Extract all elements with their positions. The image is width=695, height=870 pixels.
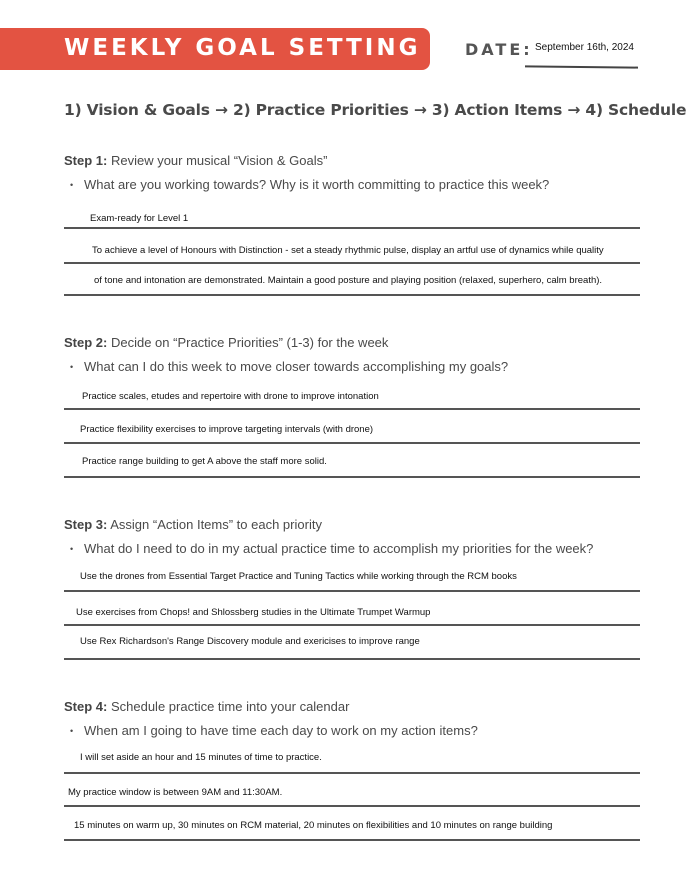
step-2-answer-3: Practice range building to get A above the staff more solid. bbox=[82, 456, 327, 467]
answer-line bbox=[64, 476, 640, 478]
answer-line bbox=[64, 294, 640, 296]
step-4-title: Schedule practice time into your calendar bbox=[110, 699, 350, 714]
page-title: WEEKLY GOAL SETTING bbox=[64, 35, 421, 61]
step-2-title: Decide on “Practice Priorities” (1-3) for the week bbox=[110, 335, 389, 350]
step-4-heading bbox=[64, 699, 349, 714]
step-1-heading bbox=[64, 153, 327, 168]
step-1-answer-1: Exam-ready for Level 1 bbox=[90, 213, 189, 224]
answer-line bbox=[64, 624, 640, 626]
process-flow: 1) Vision & Goals → 2) Practice Priorities → 3) Action Items → 4) Schedule bbox=[64, 101, 687, 119]
bullet-icon: • bbox=[70, 180, 74, 190]
step-2-question-text: What can I do this week to move closer towards accomplishing my goals? bbox=[84, 359, 509, 374]
answer-line bbox=[64, 262, 640, 264]
step-2-heading bbox=[64, 335, 388, 350]
step-2-label: Step 2: bbox=[64, 335, 108, 350]
step-2-answer-1: Practice scales, etudes and repertoire with drone to improve intonation bbox=[82, 391, 379, 402]
step-1-answer-3: of tone and intonation are demonstrated. Maintain a good posture and playing position (relaxed, superhero, calm breath). bbox=[94, 275, 603, 286]
step-4-question bbox=[70, 723, 478, 738]
step-4-answer-1: I will set aside an hour and 15 minutes of time to practice. bbox=[80, 752, 322, 763]
answer-line bbox=[64, 442, 640, 444]
answer-line bbox=[64, 658, 640, 660]
step-4-answer-2: My practice window is between 9AM and 11:30AM. bbox=[68, 787, 283, 798]
step-1-answer-2: To achieve a level of Honours with Distinction - set a steady rhythmic pulse, display an artful use of dynamics while quality bbox=[92, 245, 604, 256]
title-banner bbox=[0, 28, 430, 70]
step-3-answer-2: Use exercises from Chops! and Shlossberg studies in the Ultimate Trumpet Warmup bbox=[76, 607, 431, 618]
step-4-question-text: When am I going to have time each day to work on my action items? bbox=[84, 723, 478, 738]
answer-line bbox=[64, 590, 640, 592]
answer-line bbox=[64, 408, 640, 410]
step-3-answer-1: Use the drones from Essential Target Practice and Tuning Tactics while working through the RCM books bbox=[80, 571, 517, 582]
step-2-answer-2: Practice flexibility exercises to improve targeting intervals (with drone) bbox=[80, 424, 374, 435]
date-value: September 16th, 2024 bbox=[535, 42, 634, 53]
date-label: DATE: bbox=[465, 40, 533, 59]
step-1-question-text: What are you working towards? Why is it worth committing to practice this week? bbox=[84, 177, 550, 192]
step-3-answer-3: Use Rex Richardson's Range Discovery module and exericises to improve range bbox=[80, 636, 420, 647]
step-3-title: Assign “Action Items” to each priority bbox=[110, 517, 322, 532]
bullet-icon: • bbox=[70, 726, 74, 736]
step-3-question-text: What do I need to do in my actual practice time to accomplish my priorities for the week? bbox=[84, 541, 594, 556]
answer-line bbox=[64, 227, 640, 229]
date-underline bbox=[525, 65, 638, 68]
step-1-label: Step 1: bbox=[64, 153, 108, 168]
step-4-answer-3: 15 minutes on warm up, 30 minutes on RCM material, 20 minutes on flexibilities and 10 minutes on range building bbox=[74, 820, 553, 831]
step-2-question bbox=[70, 359, 508, 374]
step-4-label: Step 4: bbox=[64, 699, 108, 714]
bullet-icon: • bbox=[70, 362, 74, 372]
bullet-icon: • bbox=[70, 544, 74, 554]
step-1-title: Review your musical “Vision & Goals” bbox=[110, 153, 328, 168]
answer-line bbox=[64, 772, 640, 774]
step-3-label: Step 3: bbox=[64, 517, 108, 532]
step-3-question bbox=[70, 541, 593, 556]
answer-line bbox=[64, 805, 640, 807]
step-1-question bbox=[70, 177, 549, 192]
answer-line bbox=[64, 839, 640, 841]
step-3-heading bbox=[64, 517, 322, 532]
